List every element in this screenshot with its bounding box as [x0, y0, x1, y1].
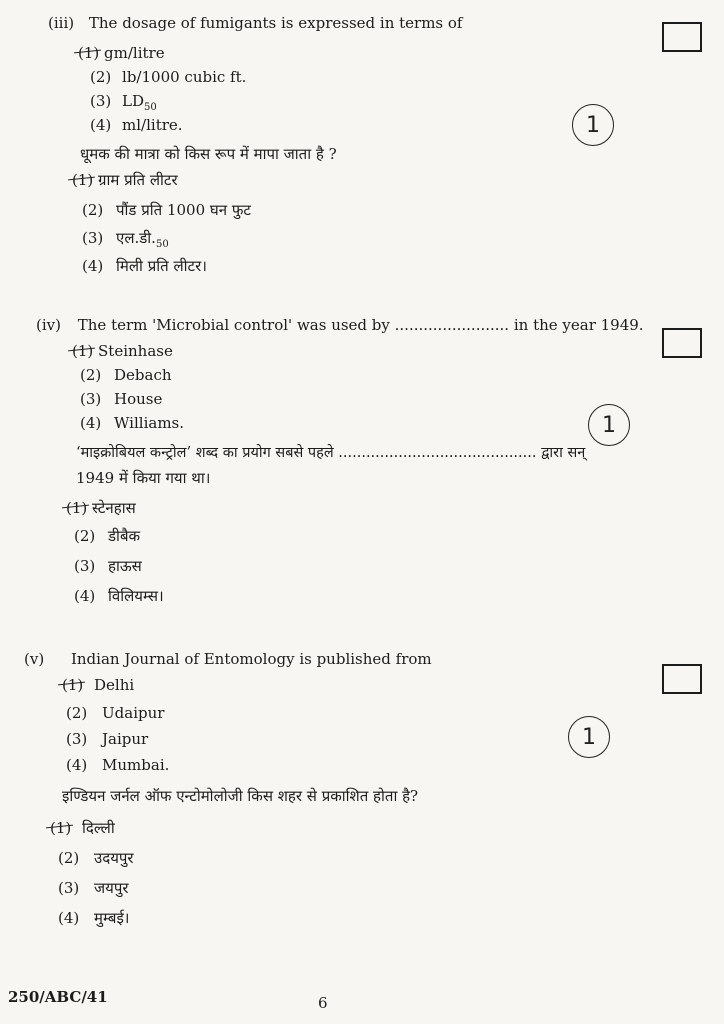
question-number: (v) [24, 650, 45, 668]
option-text: Williams. [114, 414, 185, 432]
option-2-en [80, 366, 172, 384]
option-number: (4) [90, 116, 112, 134]
option-number: (4) [66, 756, 88, 774]
option-text: Mumbai. [102, 756, 170, 774]
question-text-en: Indian Journal of Entomology is published from [70, 650, 432, 668]
option-3-en [80, 390, 162, 408]
option-number: (1) [62, 676, 84, 694]
option-number: (4) [74, 587, 96, 605]
page-number: 6 [318, 994, 328, 1012]
question-text-en: The term 'Microbial control' was used by ........................ in the year 1949. [77, 316, 644, 334]
handwritten-mark: 1 [588, 404, 630, 446]
option-text: LD [122, 92, 145, 110]
question-v-text [24, 650, 432, 668]
option-2-en [90, 68, 246, 86]
option-number: (1) [66, 499, 88, 517]
option-number: (2) [80, 366, 102, 384]
option-number: (2) [90, 68, 112, 86]
option-text: स्टेनहास [92, 499, 136, 517]
option-text: House [114, 390, 163, 408]
option-number: (1) [72, 342, 94, 360]
question-iv-text [36, 316, 644, 334]
option-text: पौंड प्रति 1000 घन फुट [116, 201, 251, 219]
option-4-en [66, 756, 169, 774]
option-text: ml/litre. [122, 116, 183, 134]
option-text: डीबैक [108, 527, 141, 545]
question-text-hi-line2: 1949 में किया गया था। [76, 469, 211, 487]
paper-code: 250/ABC/41 [8, 988, 108, 1006]
option-number: (3) [66, 730, 88, 748]
question-text-hi: धूमक की मात्रा को किस रूप में मापा जाता है ? [80, 145, 337, 163]
question-text-hi-line1: ‘माइक्रोबियल कन्ट्रोल’ शब्द का प्रयोग सबसे पहले ........................................... द्वारा सन् [76, 445, 586, 461]
option-3-en [66, 730, 148, 748]
option-text: Jaipur [102, 730, 149, 748]
option-text: ग्राम प्रति लीटर [98, 171, 178, 189]
option-2-hi [74, 526, 140, 546]
option-2-hi [58, 848, 134, 868]
handwritten-mark: 1 [572, 104, 614, 146]
option-2-en [66, 704, 164, 722]
marks-box [662, 328, 702, 358]
option-1-hi [66, 498, 136, 518]
marks-box [662, 22, 702, 52]
option-text: Udaipur [102, 704, 165, 722]
option-number: (3) [90, 92, 112, 110]
option-2-hi [82, 200, 251, 220]
option-1-en [62, 676, 134, 694]
option-text: उदयपुर [94, 849, 134, 867]
option-number: (4) [58, 909, 80, 927]
option-text: Steinhase [98, 342, 173, 360]
question-number: (iii) [48, 14, 75, 32]
option-number: (4) [80, 414, 102, 432]
option-3-en [90, 92, 157, 113]
option-number: (2) [58, 849, 80, 867]
option-4-en [80, 414, 184, 432]
option-number: (2) [74, 527, 96, 545]
option-4-hi [58, 908, 130, 928]
option-text: मुम्बई। [94, 909, 130, 927]
option-1-hi [50, 818, 115, 838]
option-subscript: 50 [155, 239, 169, 250]
option-1-hi [72, 170, 178, 190]
option-number: (2) [82, 201, 104, 219]
option-text: lb/1000 cubic ft. [122, 68, 247, 86]
question-number: (iv) [36, 316, 61, 334]
option-number: (3) [74, 557, 96, 575]
option-text: Debach [114, 366, 172, 384]
option-number: (1) [72, 171, 94, 189]
option-3-hi [58, 878, 129, 898]
option-4-hi [74, 586, 164, 606]
option-number: (4) [82, 257, 104, 275]
option-text: मिली प्रति लीटर। [116, 257, 207, 275]
option-text: gm/litre [104, 44, 165, 62]
marks-box [662, 664, 702, 694]
option-4-hi [82, 256, 207, 276]
option-3-hi [82, 228, 169, 250]
handwritten-mark: 1 [568, 716, 610, 758]
option-number: (3) [80, 390, 102, 408]
option-number: (3) [58, 879, 80, 897]
option-text: दिल्ली [82, 819, 115, 837]
option-number: (2) [66, 704, 88, 722]
option-number: (3) [82, 229, 104, 247]
option-text: जयपुर [94, 879, 129, 897]
option-4-en [90, 116, 183, 134]
option-text: विलियम्स। [108, 587, 164, 605]
option-number: (1) [78, 44, 100, 62]
option-subscript: 50 [144, 102, 157, 113]
option-1-en [72, 342, 173, 360]
question-text-en: The dosage of fumigants is expressed in terms of [88, 14, 463, 32]
option-1-en [78, 44, 165, 62]
option-number: (1) [50, 819, 72, 837]
question-text-hi: इण्डियन जर्नल ऑफ एन्टोमोलोजी किस शहर से प्रकाशित होता है? [62, 787, 419, 805]
option-text: हाऊस [108, 557, 142, 575]
option-text: एल.डी. [116, 229, 156, 247]
question-iii-text [48, 14, 462, 32]
option-3-hi [74, 556, 142, 576]
option-text: Delhi [94, 676, 135, 694]
